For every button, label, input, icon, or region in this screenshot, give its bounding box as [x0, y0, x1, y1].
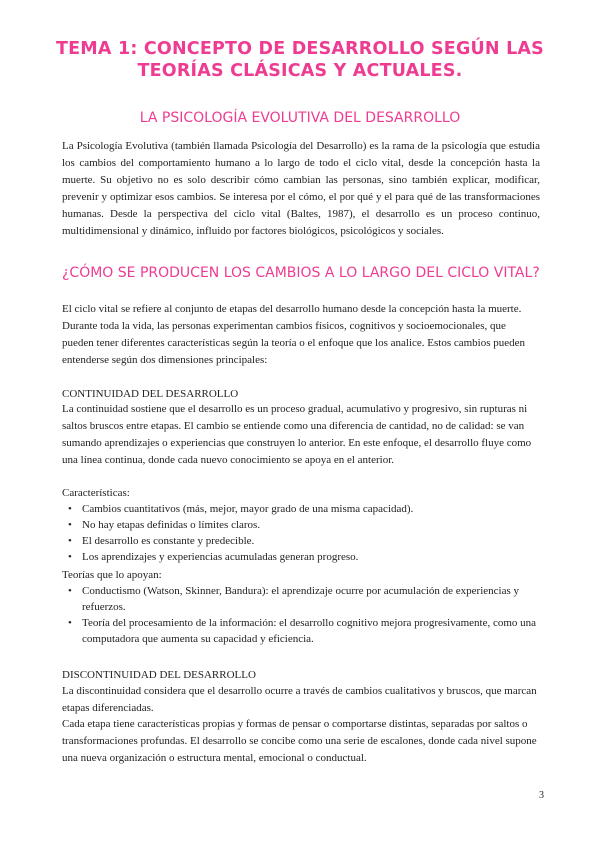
list-item: • Teoría del procesamiento de la información: el desarrollo cognitivo mejora progresivamente, como una computadora que aumenta su capacidad y eficiencia.	[62, 615, 540, 647]
list-item: • No hay etapas definidas o límites claros.	[62, 517, 540, 533]
paragraph-continuidad: La continuidad sostiene que el desarrollo es un proceso gradual, acumulativo y progresivo, sin rupturas ni saltos bruscos entre etapas. El cambio se entiende como una diferencia de cantidad, no de calidad: se van sumando aprendizajes o experiencias que construyen lo anterior. En este enfoque, el desarrollo fluye como una línea continua, donde cada nuevo conocimiento se apoya en el anterior.	[62, 403, 532, 466]
list-caracteristicas	[62, 501, 540, 565]
subheading-discontinuidad: DISCONTINUIDAD DEL DESARROLLO	[62, 669, 256, 681]
list-item: • Los aprendizajes y experiencias acumuladas generan progreso.	[62, 549, 540, 565]
label-caracteristicas: Características:	[62, 487, 130, 499]
subheading-continuidad: CONTINUIDAD DEL DESARROLLO	[62, 388, 239, 400]
list-item: • El desarrollo es constante y predecible.	[62, 533, 540, 549]
list-item: • Conductismo (Watson, Skinner, Bandura): el aprendizaje ocurre por acumulación de experiencias y refuerzos.	[62, 583, 540, 615]
section-heading-cambios: ¿CÓMO SE PRODUCEN LOS CAMBIOS A LO LARGO DEL CICLO VITAL?	[62, 265, 540, 281]
section-heading-psicologia: LA PSICOLOGÍA EVOLUTIVA DEL DESARROLLO	[139, 110, 461, 126]
list-teorias	[62, 583, 540, 647]
list-item: • Cambios cuantitativos (más, mejor, mayor grado de una misma capacidad).	[62, 501, 540, 517]
paragraph-psicologia: La Psicología Evolutiva (también llamada Psicología del Desarrollo) es la rama de la psicología que estudia los cambios del comportamiento humano a lo largo de todo el ciclo vital, desde la concepción hasta la muerte. Su objetivo no es solo describir cómo cambian las personas, sino también explicar, modificar, prevenir y optimizar esos cambios. Se interesa por el cómo, el por qué y el para qué de las transformaciones humanas. Desde la perspectiva del ciclo vital (Baltes, 1987), el desarrollo es un proceso continuo, multidimensional y dinámico, influido por factores biológicos, psicológicos y sociales.	[62, 140, 540, 237]
page-title: TEMA 1: CONCEPTO DE DESARROLLO SEGÚN LAS TEORÍAS CLÁSICAS Y ACTUALES.	[56, 39, 544, 81]
paragraph-discontinuidad-1: La discontinuidad considera que el desarrollo ocurre a través de cambios cualitativos y bruscos, que marcan etapas diferenciadas.	[62, 685, 537, 714]
label-teorias: Teorías que lo apoyan:	[62, 569, 162, 581]
page-number: 3	[539, 790, 544, 801]
paragraph-discontinuidad-2: Cada etapa tiene características propias y formas de pensar o comportarse distintas, separadas por saltos o transformaciones profundas. El desarrollo se concibe como una serie de escalones, donde cada nivel supone una nueva organización o estructura mental, emocional o conductual.	[62, 718, 537, 764]
paragraph-ciclo-vital: El ciclo vital se refiere al conjunto de etapas del desarrollo humano desde la concepción hasta la muerte. Durante toda la vida, las personas experimentan cambios físicos, cognitivos y socioemocionales, que pueden tener diferentes características según la teoría o el enfoque que los analice. Estos cambios pueden entenderse según dos dimensiones principales:	[62, 303, 526, 366]
